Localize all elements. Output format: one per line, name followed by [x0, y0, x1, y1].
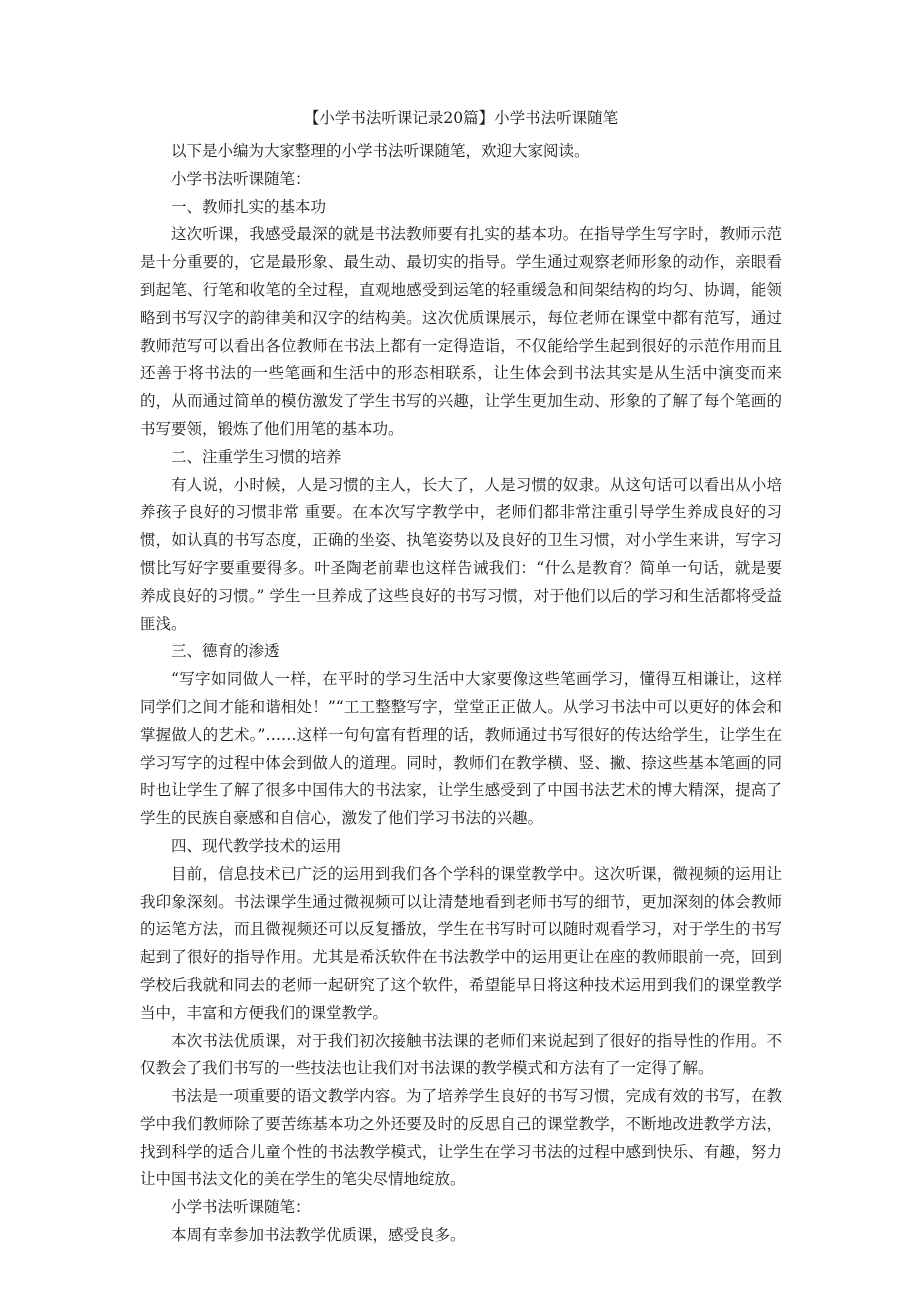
body-paragraph-6: 书法是一项重要的语文教学内容。为了培养学生良好的书写习惯，完成有效的书写，在教学中我们教师除了要苦练基本功之外还要及时的反思自己的课堂教学，不断地改进教学方法，找到科学的适合儿童个性的书法教学模式，让学生在学习书法的过程中感到快乐、有趣，努力让中国书法文化的美在学生的笔尖尽情地绽放。 [140, 1087, 782, 1189]
document-page [140, 104, 782, 1250]
body-paragraph-4: 目前，信息技术已广泛的运用到我们各个学科的课堂教学中。这次听课，微视频的运用让我印象深刻。书法课学生通过微视频可以让清楚地看到老师书写的细节，更加深刻的体会教师的运笔方法，而且微视频还可以反复播放，学生在书写时可以随时观看学习，对于学生的书写起到了很好的指导作用。尤其是希沃软件在书法教学中的运用更让在座的教师眼前一亮，回到学校后我就和同去的老师一起研究了这个软件，希望能早日将这种技术运用到我们的课堂教学当中，丰富和方便我们的课堂教学。 [140, 864, 782, 1022]
body-paragraph-5: 本次书法优质课，对于我们初次接触书法课的老师们来说起到了很好的指导性的作用。不仅教会了我们书写的一些技法也让我们对书法课的教学模式和方法有了一定得了解。 [140, 1031, 782, 1078]
body-paragraph-3: “写字如同做人一样，在平时的学习生活中大家要像这些笔画学习，懂得互相谦让，这样同学们之间才能和谐相处！”“工工整整写字，堂堂正正做人。从学习书法中可以更好的体会和掌握做人的艺术。”……这样一句句富有哲理的话，教师通过书写很好的传达给学生，让学生在学习写字的过程中体会到做人的道理。同时，教师们在教学横、竖、撇、捺这些基本笔画的同时也让学生了解了很多中国伟大的书法家，让学生感受到了中国书法艺术的博大精深，提高了学生的民族自豪感和自信心，激发了他们学习书法的兴趣。 [140, 670, 782, 828]
section-label: 小学书法听课随笔： [171, 1198, 311, 1217]
section-heading-1: 一、教师扎实的基本功 [171, 197, 327, 216]
section-heading-3: 三、德育的渗透 [171, 642, 280, 661]
document-title: 【小学书法听课记录20篇】小学书法听课随笔 [303, 109, 619, 127]
section-heading-2: 二、注重学生习惯的培养 [171, 447, 342, 466]
intro-paragraph: 以下是小编为大家整理的小学书法听课随笔，欢迎大家阅读。 [171, 142, 590, 160]
body-paragraph-1: 这次听课，我感受最深的就是书法教师要有扎实的基本功。在指导学生写字时，教师示范是十分重要的，它是最形象、最生动、最切实的指导。学生通过观察老师形象的动作，亲眼看到起笔、行笔和收笔的全过程，直观地感受到运笔的轻重缓急和间架结构的均匀、协调，能领略到书写汉字的韵律美和汉字的结构美。这次优质课展示，每位老师在课堂中都有范写，通过教师范写可以看出各位教师在书法上都有一定得造诣，不仅能给学生起到很好的示范作用而且还善于将书法的一些笔画和生活中的形态相联系，让生体会到书法其实是从生活中演变而来的，从而通过简单的模仿激发了学生书写的兴趣，让学生更加生动、形象的了解了每个笔画的书写要领，锻炼了他们用笔的基本功。 [140, 225, 782, 438]
section-heading-4: 四、现代教学技术的运用 [171, 836, 342, 855]
section-label: 小学书法听课随笔： [171, 169, 311, 188]
body-paragraph-7: 本周有幸参加书法教学优质课，感受良多。 [171, 1226, 466, 1245]
body-paragraph-2: 有人说，小时候，人是习惯的主人，长大了，人是习惯的奴隶。从这句话可以看出从小培养孩子良好的习惯非常 重要。在本次写字教学中，老师们都非常注重引导学生养成良好的习惯，如认真的书写态度，正确的坐姿、执笔姿势以及良好的卫生习惯，对小学生来讲，写字习惯比写好字要重要得多。叶圣陶老前辈也这样告诫我们：“什么是教育？简单一句话，就是要养成良好的习惯。” 学生一旦养成了这些良好的书写习惯，对于他们以后的学习和生活都将受益匪浅。 [140, 475, 782, 633]
